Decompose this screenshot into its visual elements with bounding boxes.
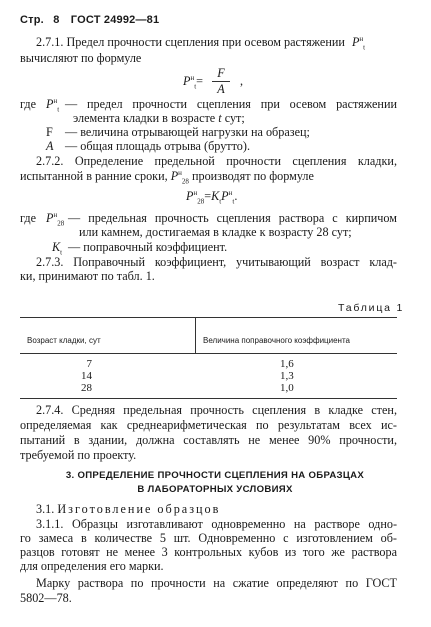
paragraph-2-7-4-line4: требуемой по проекту. — [20, 448, 137, 462]
paragraph-2-7-2-line2: испытанной в ранние сроки, $P^н_{28}$ производят по формуле — [20, 168, 314, 186]
paragraph-2-7-3-line2: ки, принимают по табл. 1. — [20, 269, 155, 283]
table-cell-age: 14 — [81, 370, 92, 382]
where-1-desc-2: — величина отрывающей нагрузки на образец; — [65, 125, 310, 139]
formula-1-numerator: F — [217, 66, 225, 80]
table-cell-coefficient: 1,0 — [280, 382, 294, 394]
paragraph-3-1-1-line3: разцов готовят не менее 3 контрольных кубов из того же раствора — [20, 545, 397, 559]
paragraph-3-1-1-line4: для определения его марки. — [20, 559, 164, 573]
table-row — [280, 358, 294, 394]
where-2-symbol-2: $K_t$ — [52, 240, 63, 257]
section-3-title-line1: 3. ОПРЕДЕЛЕНИЕ ПРОЧНОСТИ СЦЕПЛЕНИЯ НА ОБРАЗЦАХ — [65, 470, 365, 481]
paragraph-2-7-4-line1: 2.7.4. Средняя предельная прочность сцепления в кладке стен, — [36, 403, 397, 417]
table-row — [76, 358, 92, 394]
page-header — [20, 14, 159, 26]
table-cell-age: 7 — [86, 358, 92, 370]
table-cell-coefficient: 1,3 — [280, 370, 294, 382]
table-header-rule — [20, 353, 397, 354]
table-bottom-rule — [20, 398, 397, 399]
where-2-desc-2: — поправочный коэффициент. — [68, 240, 228, 254]
table-cell-age: 28 — [81, 382, 92, 394]
where-2-desc-1b: или камнем, достигаемая в кладке к возрасту 28 сут; — [79, 225, 352, 239]
where-1-desc-3: — общая площадь отрыва (брутто). — [65, 139, 250, 153]
table-top-rule — [20, 317, 397, 318]
paragraph-2-7-1-line1: 2.7.1. Предел прочности сцепления при осевом растяжении $P^н_t$ — [36, 34, 366, 52]
paragraph-2-7-2-line1: 2.7.2. Определение предельной прочности сцепления кладки, — [36, 154, 397, 168]
paragraph-2-7-4-line2: определяемая как среднеарифметическая по результатам всех ис- — [20, 418, 397, 432]
where-1-symbol-2: F — [46, 125, 53, 139]
subsection-3-1-heading: 3.1. Изготовление образцов — [36, 502, 221, 516]
paragraph-2-7-4-line3: пытаний в здании, должна составлять не менее 90% прочности, — [20, 433, 397, 447]
where-1-desc-1b: элемента кладки в возрасте t сут; — [73, 111, 245, 125]
page-label: Стр. — [20, 14, 44, 26]
where-1-symbol-3: A — [46, 139, 54, 153]
where-2-label: где — [20, 211, 37, 225]
where-1-symbol-1: $P^н_t$ — [46, 96, 60, 114]
formula-1-denominator: A — [217, 82, 225, 96]
paragraph-3-1-1-line1: 3.1.1. Образцы изготавливают одновременно на растворе одно- — [36, 517, 397, 531]
table-header-coefficient: Величина поправочного коэффициента — [203, 336, 350, 345]
where-2-desc-1a: — предельная прочность сцепления раствора с кирпичом — [68, 211, 397, 225]
table-column-divider — [195, 317, 196, 353]
page-number: 8 — [53, 14, 60, 26]
standard-number: ГОСТ 24992—81 — [70, 14, 160, 26]
paragraph-mark-line2: 5802—78. — [20, 591, 72, 605]
where-2-symbol-1: $P^н_{28}$ — [46, 210, 65, 228]
table-cell-coefficient: 1,6 — [280, 358, 294, 370]
formula-2: $P^н_{28}=K_tP^н_t$. — [186, 188, 238, 206]
where-1-label: где — [20, 97, 37, 111]
table-caption: Таблица 1 — [338, 302, 405, 314]
where-1-desc-1a: — предел прочности сцепления при осевом растяжении — [65, 97, 397, 111]
formula-1-lhs: $P^н_t=$ — [183, 73, 204, 91]
table-header-age: Возраст кладки, сут — [27, 336, 101, 345]
section-3-title-line2: В ЛАБОРАТОРНЫХ УСЛОВИЯХ — [137, 484, 293, 495]
paragraph-mark-line1: Марку раствора по прочности на сжатие определяют по ГОСТ — [36, 576, 397, 590]
paragraph-2-7-1-line2: вычисляют по формуле — [20, 51, 142, 65]
paragraph-2-7-3-line1: 2.7.3. Поправочный коэффициент, учитывающий возраст клад- — [36, 255, 397, 269]
formula-1-tail: , — [240, 74, 244, 88]
paragraph-3-1-1-line2: го замеса в количестве 5 шт. Одновременно с изготовлением об- — [20, 531, 397, 545]
